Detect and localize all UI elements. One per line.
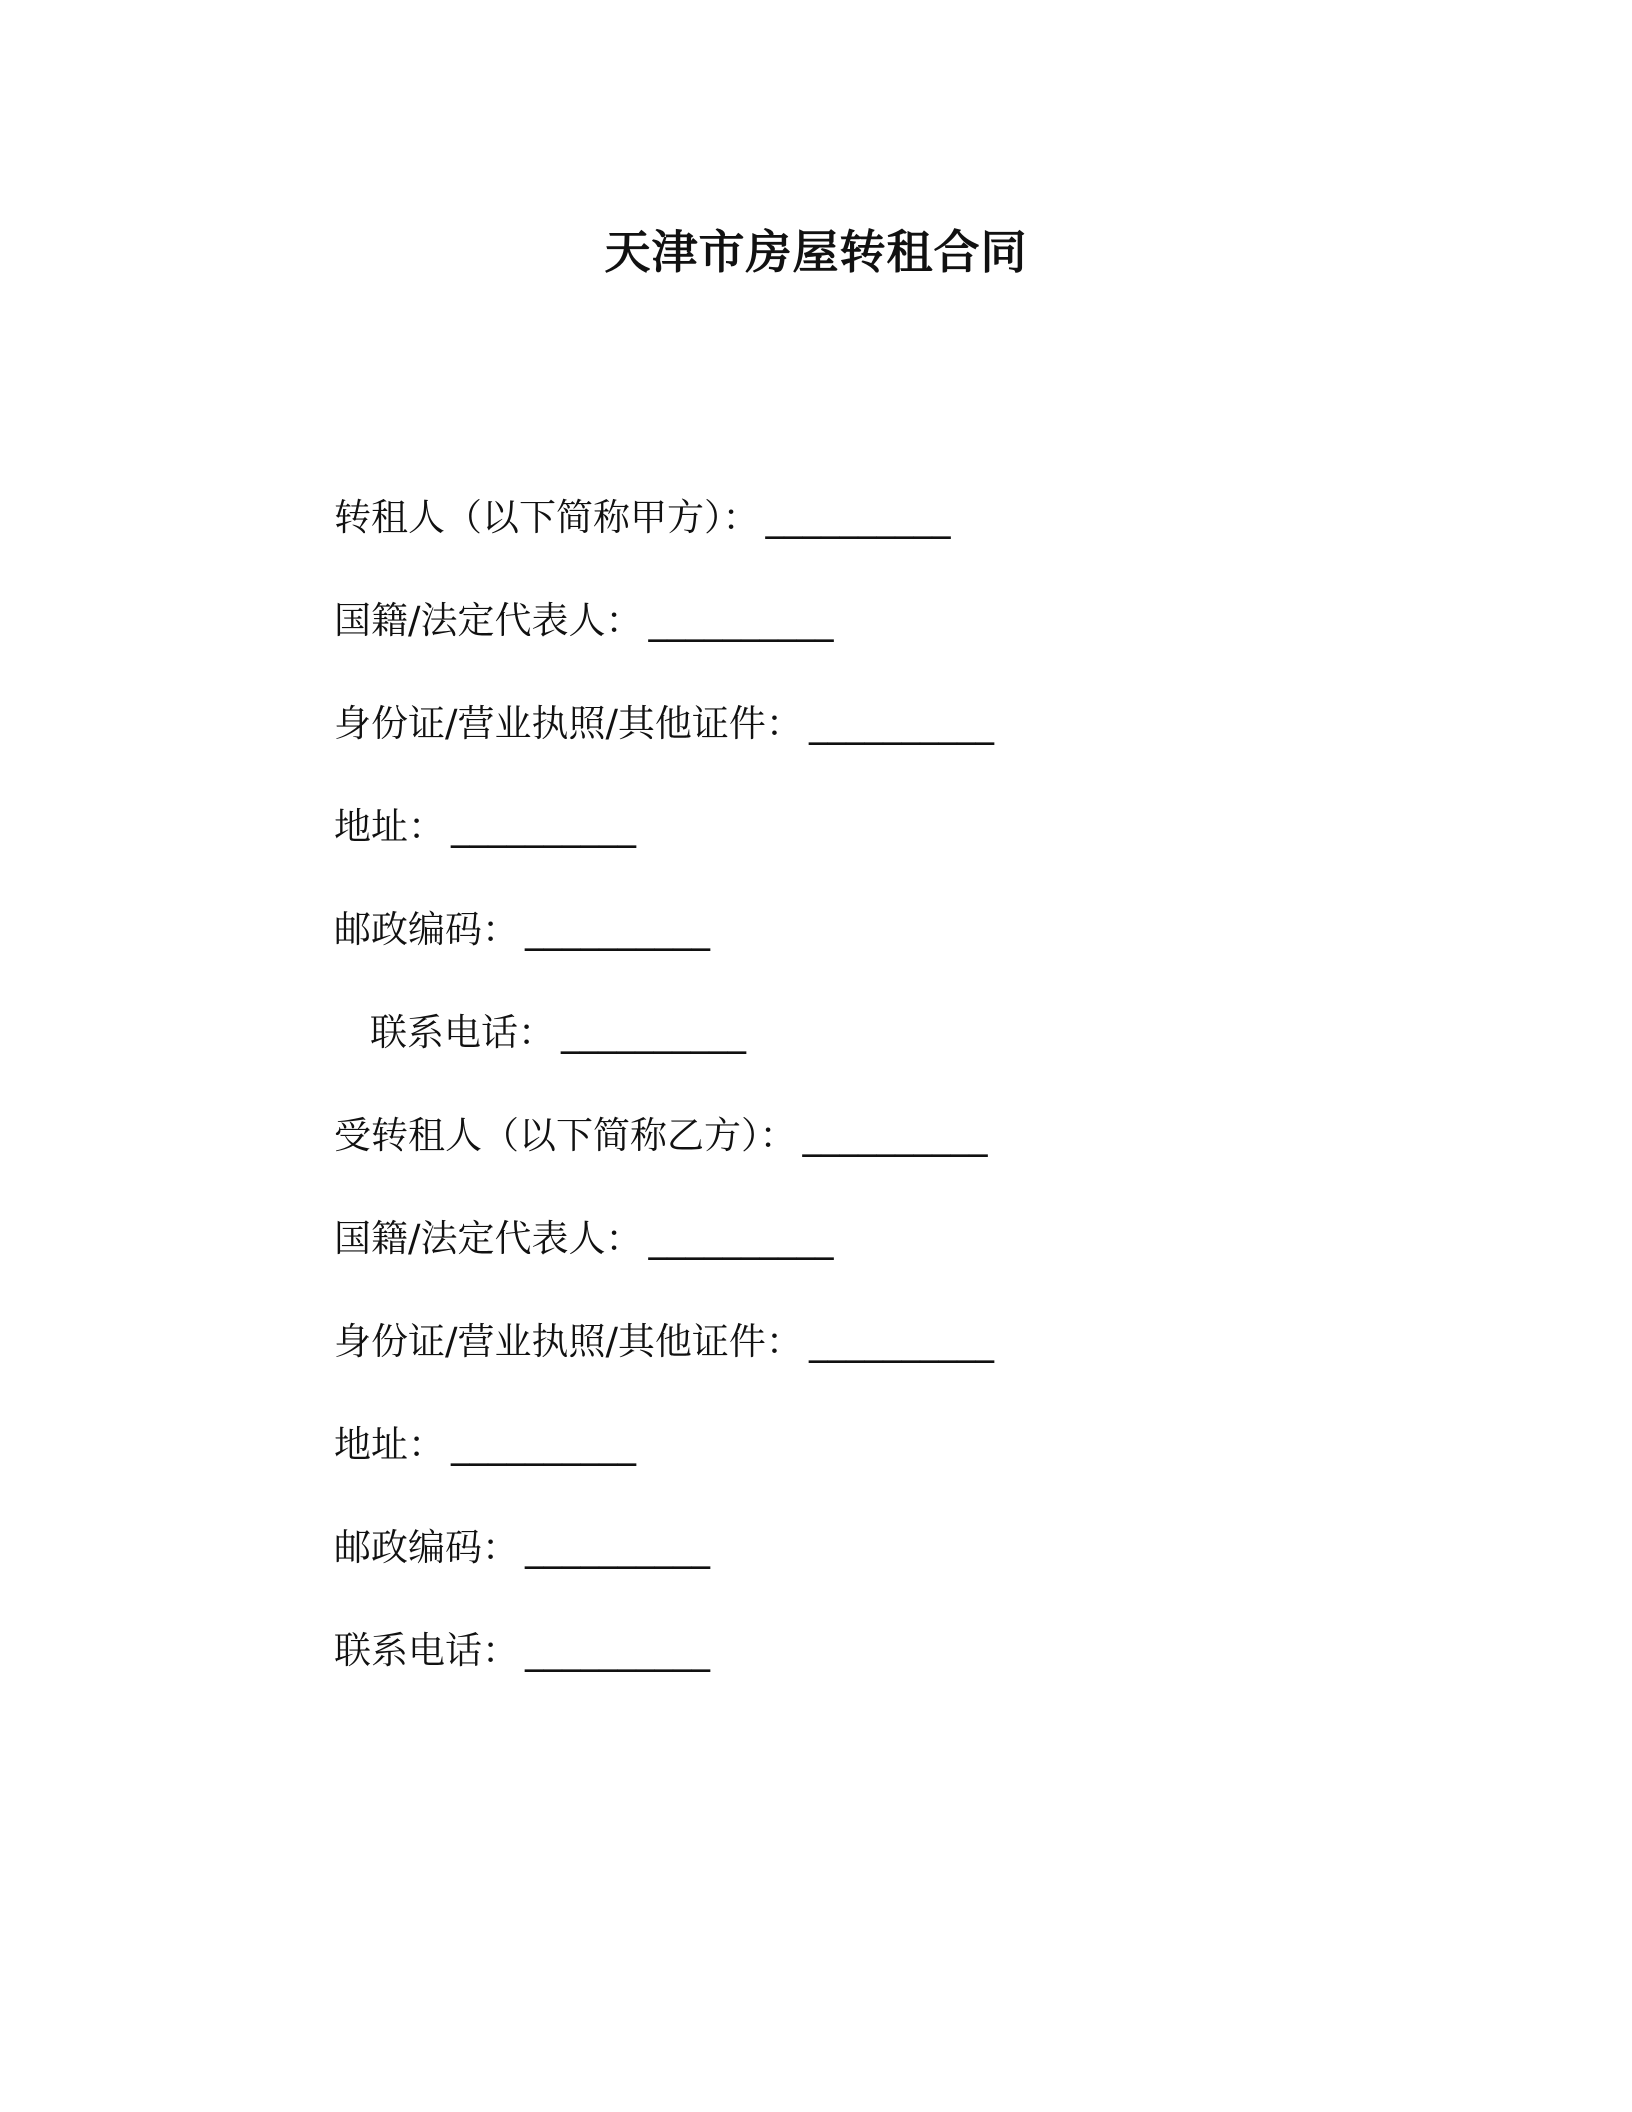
fill-in-blank[interactable]: __________ (648, 599, 834, 642)
sublessor-id-field (334, 696, 994, 752)
field-label: 转租人（以下简称甲方）： (334, 496, 760, 539)
sublessee-address-field (334, 1417, 636, 1473)
fill-in-blank[interactable]: __________ (802, 1114, 988, 1157)
field-label: 国籍/法定代表人： (334, 1217, 643, 1260)
fill-in-blank[interactable]: __________ (808, 1320, 994, 1363)
fill-in-blank[interactable]: __________ (561, 1011, 746, 1054)
sublessee-postcode-field (334, 1520, 710, 1576)
fill-in-blank[interactable]: __________ (525, 1526, 710, 1569)
fill-in-blank[interactable]: __________ (765, 496, 951, 539)
sublessee-name-field (334, 1108, 988, 1164)
field-label: 身份证/营业执照/其他证件： (334, 1320, 803, 1363)
fill-in-blank[interactable]: __________ (808, 702, 994, 745)
fill-in-blank[interactable]: __________ (451, 1423, 636, 1466)
field-label: 国籍/法定代表人： (334, 599, 643, 642)
sublessor-postcode-field (334, 902, 710, 958)
field-label: 联系电话： (370, 1011, 555, 1054)
fill-in-blank[interactable]: __________ (648, 1217, 834, 1260)
field-label: 地址： (334, 805, 445, 848)
sublessee-phone-field (334, 1623, 710, 1679)
sublessee-nationality-field (334, 1211, 833, 1267)
field-label: 地址： (334, 1423, 445, 1466)
field-label: 身份证/营业执照/其他证件： (334, 702, 803, 745)
field-label: 邮政编码： (334, 908, 519, 951)
field-label: 受转租人（以下简称乙方）： (334, 1114, 797, 1157)
fill-in-blank[interactable]: __________ (451, 805, 636, 848)
sublessor-nationality-field (334, 593, 833, 649)
field-label: 邮政编码： (334, 1526, 519, 1569)
sublessee-id-field (334, 1314, 994, 1370)
fill-in-blank[interactable]: __________ (525, 908, 710, 951)
field-label: 联系电话： (334, 1629, 519, 1672)
sublessor-phone-field (370, 1005, 746, 1061)
document-title: 天津市房屋转租合同 (604, 225, 1028, 279)
sublessor-name-field (334, 490, 951, 546)
fill-in-blank[interactable]: __________ (525, 1629, 710, 1672)
sublessor-address-field (334, 799, 636, 855)
